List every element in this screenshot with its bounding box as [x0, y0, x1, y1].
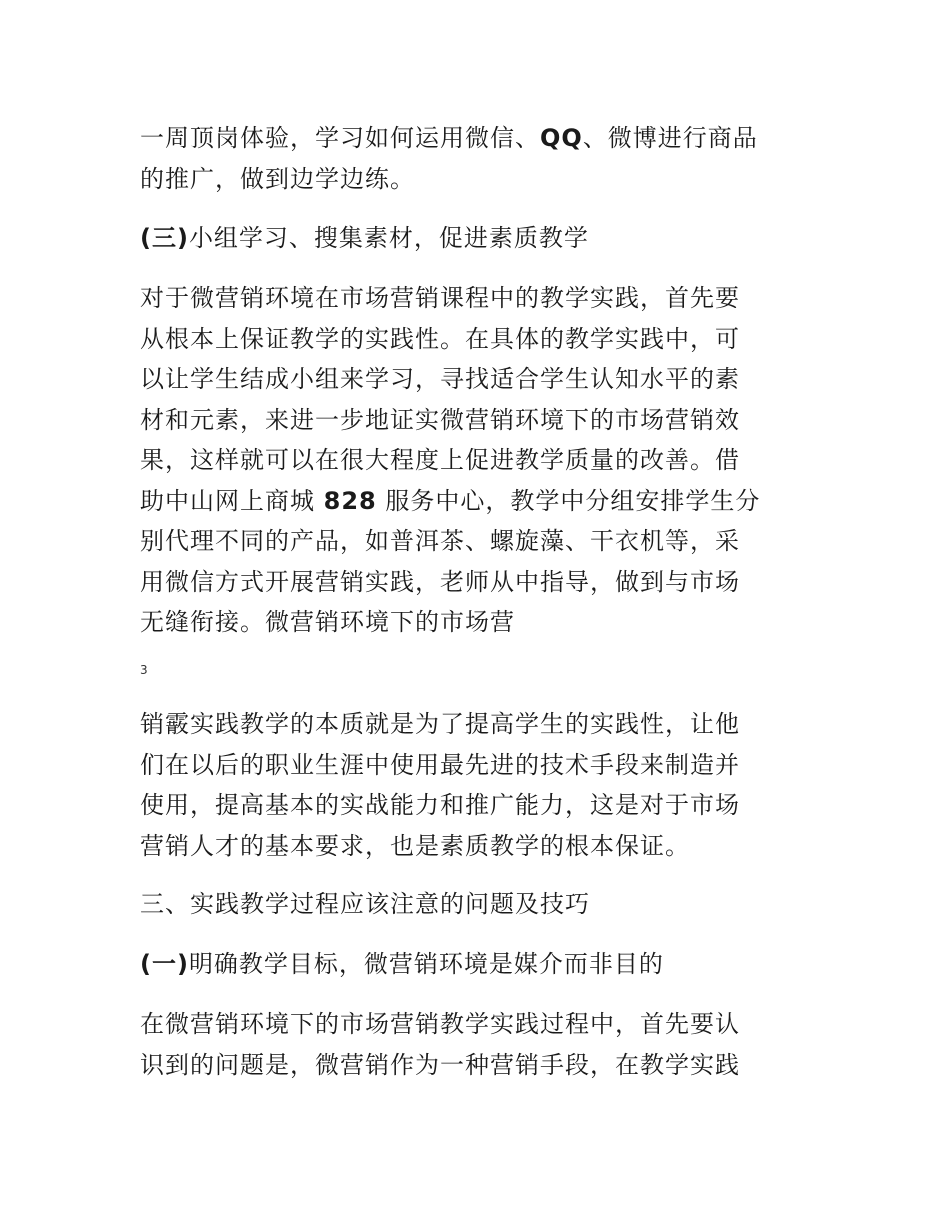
heading-text: 小组学习、搜集素材，促进素质教学	[188, 224, 589, 252]
text-run: 在微营销环境下的市场营销教学实践过程中，首先要认	[140, 1010, 740, 1038]
text-run: 对于微营销环境在市场营销课程中的教学实践，首先要	[140, 284, 740, 312]
paragraph-intro	[140, 118, 820, 199]
text-line	[140, 826, 820, 867]
text-line	[140, 159, 820, 200]
text-line	[140, 1004, 820, 1045]
text-run: 别代理不同的产品，如普洱茶、螺旋藻、干衣机等，采	[140, 527, 740, 555]
text-line	[140, 400, 820, 441]
text-run: 营销人才的基本要求，也是素质教学的根本保证。	[140, 831, 690, 860]
text-line	[140, 319, 820, 360]
text-run: 用微信方式开展营销实践，老师从中指导，做到与市场	[140, 567, 740, 596]
heading-number: (三)	[140, 224, 189, 252]
text-run: 识到的问题是，微营销作为一种营销手段，在教学实践	[140, 1050, 740, 1079]
bold-run: 828	[323, 486, 377, 515]
paragraph-practice-essence	[140, 704, 820, 866]
text-line	[140, 704, 820, 745]
text-line	[140, 359, 820, 400]
text-run: 无缝衔接。微营销环境下的市场营	[140, 608, 515, 636]
heading-text: 三、实践教学过程应该注意的问题及技巧	[140, 890, 590, 918]
text-line	[140, 602, 820, 643]
text-run: 使用，提高基本的实战能力和推广能力，这是对于市场	[140, 791, 740, 819]
text-line	[140, 1045, 820, 1086]
text-run: 一周顶岗体验，学习如何运用微信、	[140, 124, 540, 152]
text-run: 服务中心，教学中分组安排学生分	[376, 486, 761, 515]
text-run: 、微博进行商品	[582, 124, 758, 152]
text-run: 以让学生结成小组来学习，寻找适合学生认知水平的素	[140, 365, 740, 393]
text-run: 材和元素，来进一步地证实微营销环境下的市场营销效	[140, 405, 740, 434]
text-run: 们在以后的职业生涯中使用最先进的技术手段来制造并	[140, 750, 740, 779]
text-line	[140, 745, 820, 786]
text-line	[140, 118, 820, 159]
subheading-teaching-goal	[140, 944, 820, 985]
paragraph-group-study-body	[140, 278, 820, 643]
section-heading-3	[140, 884, 820, 925]
text-line	[140, 481, 820, 522]
text-line	[140, 521, 820, 562]
text-run: 助中山网上商城	[140, 486, 324, 515]
text-line	[140, 440, 820, 481]
text-line	[140, 218, 820, 259]
paragraph-teaching-goal-body	[140, 1004, 820, 1085]
subheading-group-study	[140, 218, 820, 259]
text-run: 从根本上保证教学的实践性。在具体的教学实践中，可	[140, 324, 740, 353]
bold-run: QQ	[540, 124, 583, 152]
heading-number: (一)	[140, 950, 189, 978]
text-line	[140, 562, 820, 603]
text-run: 果，这样就可以在很大程度上促进教学质量的改善。借	[140, 446, 740, 474]
text-run: 销霰实践教学的本质就是为了提高学生的实践性，让他	[140, 710, 740, 738]
text-line	[140, 944, 820, 985]
heading-text: 明确教学目标，微营销环境是媒介而非目的	[188, 950, 664, 978]
text-run: 的推广，做到边学边练。	[140, 164, 415, 193]
text-line	[140, 278, 820, 319]
page-number: 3	[140, 663, 148, 677]
text-line	[140, 785, 820, 826]
